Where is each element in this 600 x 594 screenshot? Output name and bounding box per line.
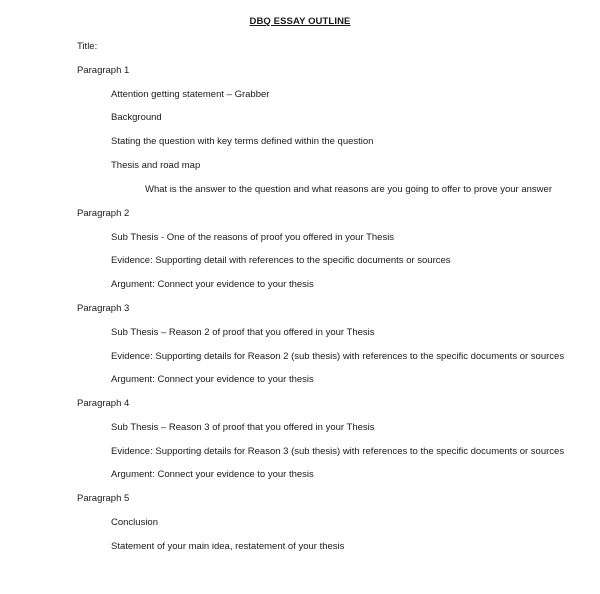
paragraph-1-subitem: What is the answer to the question and what reasons are you going to offer to prove your answer — [145, 184, 552, 195]
paragraph-3-item: Evidence: Supporting details for Reason 2 (sub thesis) with references to the specific documents or sources — [111, 351, 565, 362]
paragraph-3-heading: Paragraph 3 — [77, 303, 130, 314]
paragraph-4-item: Evidence: Supporting details for Reason 3 (sub thesis) with references to the specific documents or sources — [111, 446, 565, 457]
paragraph-5-heading: Paragraph 5 — [77, 493, 130, 504]
paragraph-2-item: Evidence: Supporting detail with references to the specific documents or sources — [111, 255, 451, 266]
paragraph-1-item: Thesis and road map — [111, 160, 201, 171]
paragraph-1-heading: Paragraph 1 — [77, 65, 130, 76]
paragraph-4-item: Argument: Connect your evidence to your thesis — [111, 469, 314, 480]
paragraph-1-item: Stating the question with key terms defined within the question — [111, 136, 374, 147]
paragraph-2-heading: Paragraph 2 — [77, 208, 130, 219]
paragraph-1-item: Attention getting statement – Grabber — [111, 89, 270, 100]
paragraph-4-item: Sub Thesis – Reason 3 of proof that you offered in your Thesis — [111, 422, 375, 433]
title-label: Title: — [77, 41, 98, 52]
paragraph-2-item: Sub Thesis - One of the reasons of proof you offered in your Thesis — [111, 232, 395, 243]
paragraph-3-item: Argument: Connect your evidence to your thesis — [111, 374, 314, 385]
paragraph-1-item: Background — [111, 112, 162, 123]
paragraph-2-item: Argument: Connect your evidence to your thesis — [111, 279, 314, 290]
paragraph-4-heading: Paragraph 4 — [77, 398, 130, 409]
document-title: DBQ ESSAY OUTLINE — [249, 16, 351, 27]
paragraph-3-item: Sub Thesis – Reason 2 of proof that you offered in your Thesis — [111, 327, 375, 338]
paragraph-5-item: Conclusion — [111, 517, 158, 528]
paragraph-5-item: Statement of your main idea, restatement of your thesis — [111, 541, 345, 552]
